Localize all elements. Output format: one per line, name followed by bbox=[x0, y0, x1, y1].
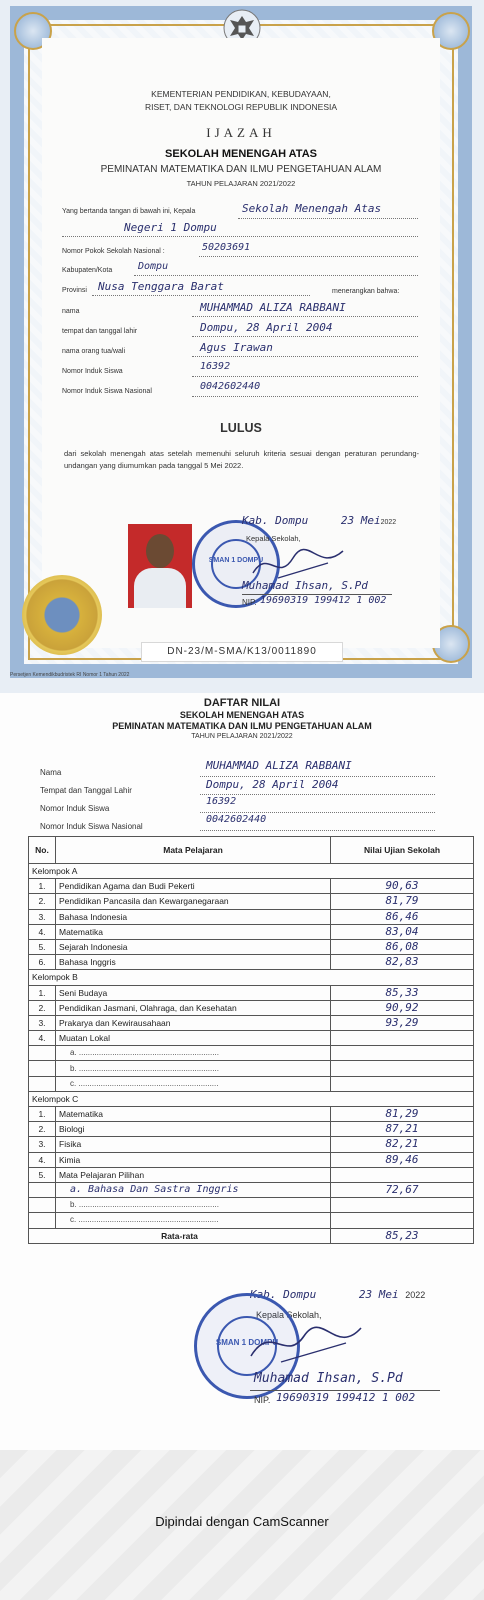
date-year: 2022 bbox=[380, 519, 397, 526]
grades-school-level: SEKOLAH MENENGAH ATAS bbox=[179, 710, 305, 720]
serial-number: DN-23/M-SMA/K13/0011890 bbox=[141, 642, 343, 662]
table-row bbox=[29, 939, 474, 954]
provinsi-label: Provinsi bbox=[62, 287, 87, 294]
row-number bbox=[29, 1213, 56, 1228]
peminatan: PEMINATAN MATEMATIKA DAN ILMU PENGETAHUAN ALAM bbox=[100, 164, 382, 175]
subject-name: b. ............................................................... bbox=[56, 1061, 331, 1076]
grades-kepala-label: Kepala Sekolah, bbox=[256, 1310, 322, 1320]
signature-icon bbox=[248, 543, 348, 583]
row-number: 4. bbox=[29, 1031, 56, 1046]
subject-name: Mata Pelajaran Pilihan bbox=[56, 1167, 331, 1182]
group-row bbox=[29, 1091, 474, 1106]
school-name-1: Sekolah Menengah Atas bbox=[242, 202, 382, 215]
table-row bbox=[29, 1137, 474, 1152]
group-label: Kelompok A bbox=[29, 864, 474, 879]
row-number: 2. bbox=[29, 1122, 56, 1137]
scanner-footer bbox=[0, 1450, 484, 1600]
table-row bbox=[29, 894, 474, 909]
field-label-nisn: Nomor Induk Siswa Nasional bbox=[62, 388, 152, 395]
average-label: Rata-rata bbox=[29, 1228, 331, 1243]
row-number: 3. bbox=[29, 909, 56, 924]
nip-value: 19690319 199412 1 002 bbox=[260, 595, 387, 606]
row-number bbox=[29, 1182, 56, 1197]
grades-stamp-text: SMAN 1 DOMPU bbox=[215, 1338, 279, 1347]
subject-score: 93,29 bbox=[331, 1015, 474, 1030]
group-row bbox=[29, 864, 474, 879]
scanner-caption: Dipindai dengan CamScanner bbox=[155, 1514, 329, 1529]
field-value-nama: MUHAMMAD ALIZA RABBANI bbox=[200, 301, 346, 314]
subject-score bbox=[331, 1031, 474, 1046]
kabupaten-label: Kabupaten/Kota bbox=[62, 267, 113, 274]
grades-signature-icon bbox=[246, 1318, 366, 1368]
footnote: Persetjen Kemendikbudristek RI Nomor 1 Tahun 2022 bbox=[10, 672, 130, 678]
subject-score: 81,79 bbox=[331, 894, 474, 909]
table-row bbox=[29, 1000, 474, 1015]
row-number bbox=[29, 1076, 56, 1091]
subject-name: Fisika bbox=[56, 1137, 331, 1152]
subject-score: 86,46 bbox=[331, 909, 474, 924]
student-photo bbox=[128, 524, 192, 608]
field-value-nisn: 0042602440 bbox=[200, 381, 261, 392]
table-row bbox=[29, 1152, 474, 1167]
npsn-label: Nomor Pokok Sekolah Nasional : bbox=[62, 248, 165, 255]
provinsi-value: Nusa Tenggara Barat bbox=[98, 280, 224, 293]
field-label-nama: nama bbox=[62, 308, 80, 315]
subject-score: 86,08 bbox=[331, 939, 474, 954]
subject-name: Prakarya dan Kewirausahaan bbox=[56, 1015, 331, 1030]
kabupaten-value: Dompu bbox=[138, 261, 169, 272]
row-number: 1. bbox=[29, 1107, 56, 1122]
field-value-nis: 16392 bbox=[200, 361, 231, 372]
identity-label-nama: Nama bbox=[40, 768, 62, 777]
nip-label: NIP. bbox=[242, 598, 257, 607]
row-number: 3. bbox=[29, 1137, 56, 1152]
grades-header-row bbox=[29, 837, 474, 864]
grades-nip-value: 19690319 199412 1 002 bbox=[276, 1391, 416, 1404]
table-row bbox=[29, 1076, 474, 1091]
grades-nip-label: NIP. bbox=[254, 1395, 271, 1405]
row-number bbox=[29, 1061, 56, 1076]
subject-name: a. ............................................................... bbox=[56, 1046, 331, 1061]
table-row bbox=[29, 1182, 474, 1197]
place-date bbox=[242, 514, 396, 527]
identity-value-ttl: Dompu, 28 April 2004 bbox=[206, 778, 339, 791]
identity-value-nisn: 0042602440 bbox=[206, 814, 267, 825]
ijazah-certificate bbox=[0, 0, 484, 693]
subject-score: 72,67 bbox=[331, 1182, 474, 1197]
subject-name: Sejarah Indonesia bbox=[56, 939, 331, 954]
grades-principal-name: Muhamad Ihsan, S.Pd bbox=[254, 1371, 403, 1386]
stamp-text: SMAN 1 DOMPU bbox=[208, 557, 264, 564]
subject-score bbox=[331, 1076, 474, 1091]
date-day: 23 Mei bbox=[340, 514, 381, 527]
grades-table bbox=[28, 836, 474, 1244]
row-number: 6. bbox=[29, 955, 56, 970]
grades-date-day: 23 Mei bbox=[358, 1288, 399, 1301]
subject-name: Biologi bbox=[56, 1122, 331, 1137]
subject-score: 90,92 bbox=[331, 1000, 474, 1015]
intro-label: Yang bertanda tangan di bawah ini, Kepala bbox=[62, 208, 196, 215]
subject-name: c. ............................................................... bbox=[56, 1213, 331, 1228]
school-level: SEKOLAH MENENGAH ATAS bbox=[165, 148, 317, 160]
subject-score: 82,21 bbox=[331, 1137, 474, 1152]
row-number: 2. bbox=[29, 894, 56, 909]
field-label-wali: nama orang tua/wali bbox=[62, 348, 126, 355]
identity-label-nisn: Nomor Induk Siswa Nasional bbox=[40, 822, 143, 831]
subject-name: a. Bahasa Dan Sastra Inggris bbox=[56, 1182, 331, 1197]
subject-score bbox=[331, 1167, 474, 1182]
academic-year: TAHUN PELAJARAN 2021/2022 bbox=[186, 179, 296, 188]
group-label: Kelompok C bbox=[29, 1091, 474, 1106]
subject-score: 81,29 bbox=[331, 1107, 474, 1122]
identity-label-ttl: Tempat dan Tanggal Lahir bbox=[40, 786, 132, 795]
table-row bbox=[29, 1167, 474, 1182]
statement-paragraph: dari sekolah menengah atas setelah memenuhi seluruh kriteria sesuai dengan peraturan perundang-undangan yang diumumkan pada tanggal 5 Mei 2022. bbox=[64, 449, 419, 470]
table-row bbox=[29, 1213, 474, 1228]
subject-score: 90,63 bbox=[331, 879, 474, 894]
menerangkan-label: menerangkan bahwa: bbox=[332, 288, 400, 295]
identity-label-nis: Nomor Induk Siswa bbox=[40, 804, 110, 813]
field-value-ttl: Dompu, 28 April 2004 bbox=[200, 321, 333, 334]
group-row bbox=[29, 970, 474, 985]
header-score: Nilai Ujian Sekolah bbox=[331, 837, 474, 864]
row-number: 3. bbox=[29, 1015, 56, 1030]
identity-value-nis: 16392 bbox=[206, 796, 237, 807]
subject-score: 85,33 bbox=[331, 985, 474, 1000]
certificate-paper bbox=[42, 38, 440, 648]
subject-name: Bahasa Inggris bbox=[56, 955, 331, 970]
document-title: IJAZAH bbox=[206, 125, 276, 140]
subject-name: Matematika bbox=[56, 924, 331, 939]
table-row bbox=[29, 1015, 474, 1030]
ministry-line-2: RISET, DAN TEKNOLOGI REPUBLIK INDONESIA bbox=[144, 102, 338, 112]
table-row bbox=[29, 985, 474, 1000]
table-row bbox=[29, 1046, 474, 1061]
row-number: 2. bbox=[29, 1000, 56, 1015]
field-label-nis: Nomor Induk Siswa bbox=[62, 368, 123, 375]
table-row bbox=[29, 909, 474, 924]
header-no: No. bbox=[29, 837, 56, 864]
principal-name: Muhamad Ihsan, S.Pd bbox=[242, 579, 368, 592]
subject-name: Bahasa Indonesia bbox=[56, 909, 331, 924]
table-row bbox=[29, 924, 474, 939]
subject-score: 82,83 bbox=[331, 955, 474, 970]
grades-place: Kab. Dompu bbox=[250, 1288, 317, 1301]
group-label: Kelompok B bbox=[29, 970, 474, 985]
ministry-seal-icon bbox=[22, 575, 102, 655]
subject-score bbox=[331, 1046, 474, 1061]
kepala-label: Kepala Sekolah, bbox=[246, 534, 301, 543]
field-label-ttl: tempat dan tanggal lahir bbox=[62, 328, 138, 335]
row-number: 4. bbox=[29, 1152, 56, 1167]
field-value-wali: Agus Irawan bbox=[200, 341, 273, 354]
ministry-line-1: KEMENTERIAN PENDIDIKAN, KEBUDAYAAN, bbox=[151, 89, 331, 99]
row-number: 5. bbox=[29, 939, 56, 954]
grades-place-date bbox=[250, 1288, 425, 1301]
daftar-nilai-page bbox=[0, 693, 484, 1450]
header-subject: Mata Pelajaran bbox=[56, 837, 331, 864]
table-row bbox=[29, 1107, 474, 1122]
table-row bbox=[29, 1198, 474, 1213]
table-row bbox=[29, 1122, 474, 1137]
identity-value-nama: MUHAMMAD ALIZA RABBANI bbox=[206, 759, 352, 772]
npsn-value: 50203691 bbox=[202, 242, 251, 253]
grades-peminatan: PEMINATAN MATEMATIKA DAN ILMU PENGETAHUAN ALAM bbox=[112, 721, 372, 731]
grades-date-year: 2022 bbox=[405, 1290, 426, 1300]
subject-score bbox=[331, 1061, 474, 1076]
result-status: LULUS bbox=[220, 421, 262, 435]
row-number: 5. bbox=[29, 1167, 56, 1182]
subject-name: Muatan Lokal bbox=[56, 1031, 331, 1046]
subject-name: Pendidikan Agama dan Budi Pekerti bbox=[56, 879, 331, 894]
place: Kab. Dompu bbox=[242, 514, 309, 527]
subject-name: Kimia bbox=[56, 1152, 331, 1167]
row-number bbox=[29, 1198, 56, 1213]
grades-title: DAFTAR NILAI bbox=[203, 697, 281, 709]
average-row bbox=[29, 1228, 474, 1243]
subject-name: c. ............................................................... bbox=[56, 1076, 331, 1091]
school-name-2: Negeri 1 Dompu bbox=[124, 221, 217, 234]
average-score: 85,23 bbox=[331, 1228, 474, 1243]
table-row bbox=[29, 1031, 474, 1046]
subject-score: 87,21 bbox=[331, 1122, 474, 1137]
subject-name: Seni Budaya bbox=[56, 985, 331, 1000]
table-row bbox=[29, 1061, 474, 1076]
subject-score: 83,04 bbox=[331, 924, 474, 939]
subject-name: b. ............................................................... bbox=[56, 1198, 331, 1213]
row-number: 1. bbox=[29, 985, 56, 1000]
subject-name: Pendidikan Jasmani, Olahraga, dan Kesehatan bbox=[56, 1000, 331, 1015]
row-number: 4. bbox=[29, 924, 56, 939]
subject-name: Matematika bbox=[56, 1107, 331, 1122]
row-number bbox=[29, 1046, 56, 1061]
row-number: 1. bbox=[29, 879, 56, 894]
table-row bbox=[29, 955, 474, 970]
subject-score bbox=[331, 1213, 474, 1228]
table-row bbox=[29, 879, 474, 894]
subject-name: Pendidikan Pancasila dan Kewarganegaraan bbox=[56, 894, 331, 909]
subject-score: 89,46 bbox=[331, 1152, 474, 1167]
subject-score bbox=[331, 1198, 474, 1213]
ministry-heading bbox=[42, 88, 440, 114]
grades-year: TAHUN PELAJARAN 2021/2022 bbox=[191, 733, 293, 740]
